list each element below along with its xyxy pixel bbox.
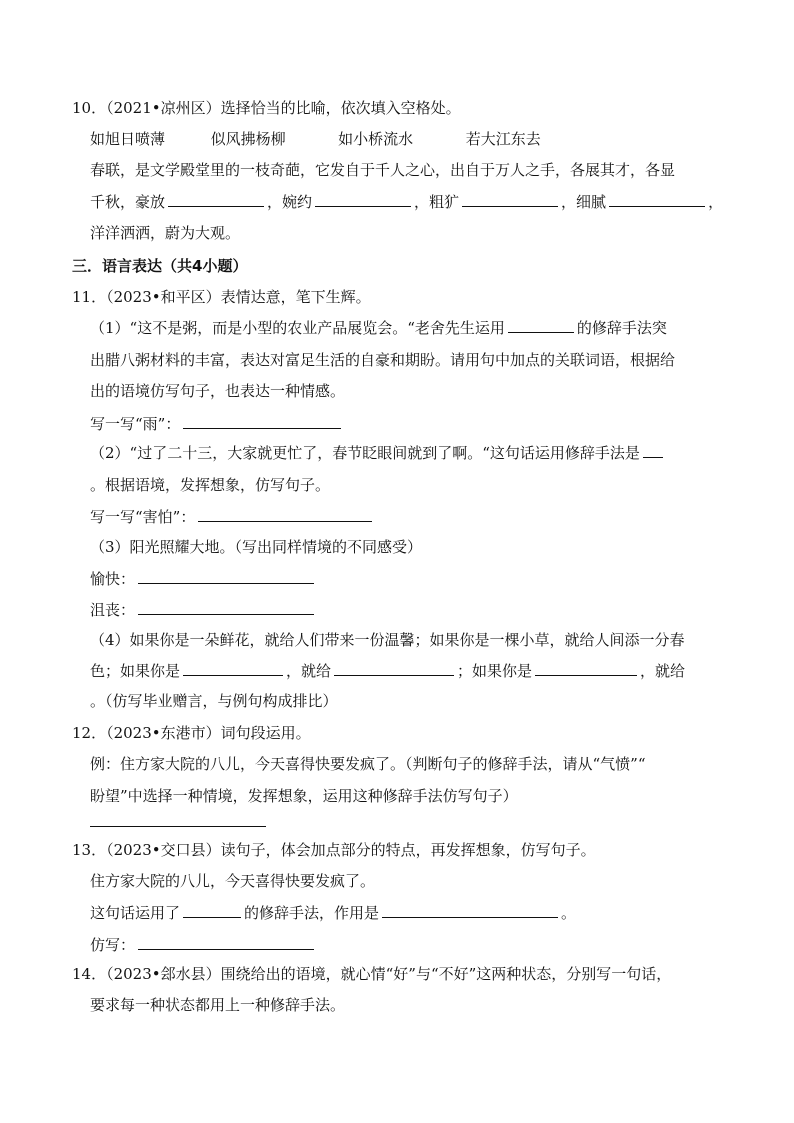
q13-text-2: 的修辞手法，作用是 bbox=[244, 904, 380, 922]
q10-blank-xini[interactable] bbox=[609, 192, 705, 207]
q13-blank-effect[interactable] bbox=[382, 903, 558, 918]
q11-s4-text-3: ；如果你是 bbox=[457, 662, 533, 680]
q11-s1-blank[interactable] bbox=[508, 318, 574, 333]
q10-blank-haofang[interactable] bbox=[168, 192, 264, 207]
q11-s4-blank-2[interactable] bbox=[334, 661, 454, 676]
q11-s4-blank-1[interactable] bbox=[183, 661, 283, 676]
q10-line2 bbox=[90, 192, 723, 212]
q12-answer-blank[interactable] bbox=[90, 826, 266, 827]
q13-blank-rhetoric[interactable] bbox=[183, 903, 241, 918]
q10-option-4: 若大江东去 bbox=[465, 130, 541, 148]
q11-s4-text-4: ，就给 bbox=[640, 662, 686, 680]
q11-s1-text-b: 的修辞手法突 bbox=[576, 319, 667, 337]
q10-text-cuguang: ，粗犷 bbox=[414, 193, 460, 211]
q12-header: 12．（2023•东港市）词句段运用。 bbox=[72, 724, 311, 742]
q13-line1: 住方家大院的八儿，今天喜得快要发疯了。 bbox=[90, 872, 376, 890]
q13-line3 bbox=[90, 935, 317, 955]
q14-line1: 要求每一种状态都用上一种修辞手法。 bbox=[90, 996, 346, 1014]
q11-s1-line1 bbox=[90, 318, 667, 338]
q11-s1-write-blank[interactable] bbox=[183, 414, 341, 429]
q13-line2 bbox=[90, 903, 576, 923]
q11-s4-text-2: ，就给 bbox=[286, 662, 332, 680]
q11-s2-line2: 。根据语境，发挥想象，仿写句子。 bbox=[90, 476, 331, 494]
q13-text-3: 。 bbox=[561, 904, 577, 922]
q11-s2-write-blank[interactable] bbox=[198, 507, 372, 522]
q11-s1-write-label: 写一写“雨”： bbox=[90, 415, 181, 433]
q11-s4-line1: （4）如果你是一朵鲜花，就给人们带来一份温馨；如果你是一棵小草，就给人间添一分春 bbox=[90, 631, 685, 649]
q13-imitate-blank[interactable] bbox=[138, 935, 314, 950]
q10-option-2: 似风拂杨柳 bbox=[210, 130, 286, 148]
q11-header: 11．（2023•和平区）表情达意，笔下生辉。 bbox=[72, 288, 371, 306]
q11-s1-line2: 出腊八粥材料的丰富，表达对富足生活的自豪和期盼。请用句中加点的关联词语，根据给 bbox=[90, 351, 676, 369]
q10-header: 10．（2021•凉州区）选择恰当的比喻，依次填入空格处。 bbox=[72, 99, 461, 117]
q11-s1-text-a: （1）“这不是粥，而是小型的农业产品展览会。“老舍先生运用 bbox=[90, 319, 505, 337]
q11-s2-write-label: 写一写“害怕”： bbox=[90, 508, 196, 526]
q11-s3-happy-blank[interactable] bbox=[138, 569, 314, 584]
q10-text-xini: ，细腻 bbox=[561, 193, 607, 211]
q10-line1: 春联，是文学殿堂里的一枝奇葩，它发自于千人之心，出自于万人之手，各展其才，各显 bbox=[90, 161, 676, 179]
q10-line3: 洋洋洒洒，蔚为大观。 bbox=[90, 224, 241, 242]
q13-header: 13．（2023•交口县）读句子，体会加点部分的特点，再发挥想象，仿写句子。 bbox=[72, 841, 596, 859]
section3-title: 三．语言表达（共4小题） bbox=[72, 257, 248, 275]
q11-s3-sad bbox=[90, 600, 317, 620]
q13-text-1: 这句话运用了 bbox=[90, 904, 181, 922]
q10-option-1: 如旭日喷薄 bbox=[90, 130, 166, 148]
q11-s4-line3: 。（仿写毕业赠言，与例句构成排比） bbox=[90, 692, 338, 710]
q12-line2: 盼望”中选择一种情境，发挥想象，运用这种修辞手法仿写句子） bbox=[90, 787, 518, 805]
q10-options bbox=[90, 129, 541, 149]
q10-blank-wanyue[interactable] bbox=[315, 192, 411, 207]
q11-s3-sad-label: 沮丧： bbox=[90, 601, 136, 619]
q11-s1-write bbox=[90, 414, 344, 434]
q11-s4-line2 bbox=[90, 661, 685, 681]
q14-header: 14．（2023•郐水县）围绕给出的语境，就心情“好”与“不好”这两种状态，分别写一句话， bbox=[72, 965, 672, 983]
q11-s3-line1: （3）阳光照耀大地。（写出同样情境的不同感受） bbox=[90, 538, 423, 556]
q11-s2-text: （2）“过了二十三，大家就更忙了，春节眨眼间就到了啊。“这句话运用修辞手法是 bbox=[90, 444, 640, 462]
q11-s3-sad-blank[interactable] bbox=[138, 600, 314, 615]
q11-s3-happy-label: 愉快： bbox=[90, 570, 136, 588]
q12-line1: 例：住方家大院的八儿，今天喜得快要发疯了。（判断句子的修辞手法，请从“气愤”“ bbox=[90, 755, 646, 773]
q11-s4-text-1: 色；如果你是 bbox=[90, 662, 181, 680]
q10-text-haofang: 千秋，豪放 bbox=[90, 193, 166, 211]
q11-s2-write bbox=[90, 507, 375, 527]
q10-text-end: ， bbox=[708, 193, 724, 211]
q11-s3-happy bbox=[90, 569, 317, 589]
q10-option-3: 如小桥流水 bbox=[338, 130, 414, 148]
q13-imitate-label: 仿写： bbox=[90, 936, 136, 954]
q11-s2-blank[interactable] bbox=[643, 443, 663, 458]
q11-s4-blank-3[interactable] bbox=[535, 661, 637, 676]
q10-blank-cuguang[interactable] bbox=[462, 192, 558, 207]
q11-s2-line1 bbox=[90, 443, 666, 463]
q10-text-wanyue: ，婉约 bbox=[267, 193, 313, 211]
q11-s1-line3: 出的语境仿写句子，也表达一种情感。 bbox=[90, 382, 346, 400]
